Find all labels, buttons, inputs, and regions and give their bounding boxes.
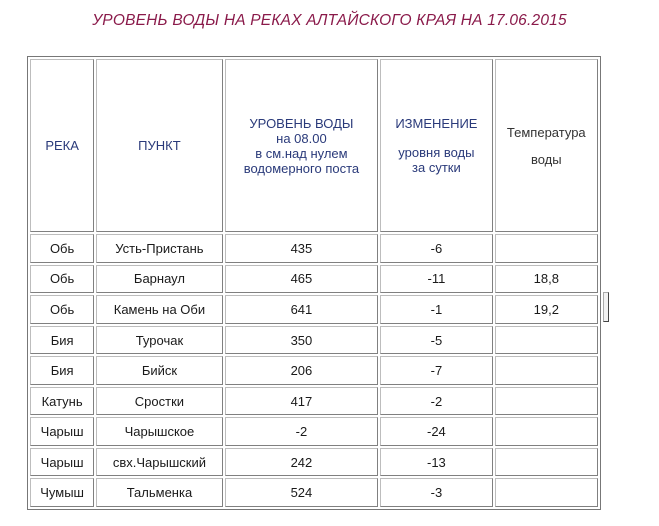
water-level-table — [28, 57, 600, 509]
table-header-row — [30, 59, 598, 232]
header-river-label: РЕКА — [45, 138, 79, 154]
cell-temperature — [495, 417, 598, 446]
cell-level: 641 — [225, 295, 379, 324]
cell-river: Обь — [30, 234, 94, 263]
header-level-line-4: водомерного поста — [243, 160, 360, 176]
cell-temperature: 18,8 — [495, 265, 598, 294]
header-change-line-1: ИЗМЕНЕНИЕ — [395, 116, 478, 132]
cell-change: -6 — [380, 234, 492, 263]
table-row — [30, 234, 598, 263]
table-row — [30, 326, 598, 355]
cell-change: -1 — [380, 295, 492, 324]
header-temperature-line-1: Температура — [506, 124, 586, 140]
table-row — [30, 356, 598, 385]
cell-temperature: 19,2 — [495, 295, 598, 324]
header-level-line-1: УРОВЕНЬ ВОДЫ — [249, 115, 354, 131]
cell-river: Обь — [30, 265, 94, 294]
cell-change: -5 — [380, 326, 492, 355]
table-row — [30, 295, 598, 324]
cell-level: 465 — [225, 265, 379, 294]
cell-temperature — [495, 326, 598, 355]
header-level-line-2: на 08.00 — [276, 130, 327, 146]
cell-point: Барнаул — [96, 265, 222, 294]
header-level-line-3: в см.над нулем — [255, 145, 348, 161]
cell-level: 242 — [225, 448, 379, 477]
header-temperature — [495, 59, 598, 232]
cell-point: Усть-Пристань — [96, 234, 222, 263]
cell-river: Чумыш — [30, 478, 94, 507]
cell-level: 524 — [225, 478, 379, 507]
header-change-line-2: уровня воды — [398, 145, 475, 161]
cell-point: свх.Чарышский — [96, 448, 222, 477]
cell-level: 435 — [225, 234, 379, 263]
cell-point: Турочак — [96, 326, 222, 355]
cell-level: 206 — [225, 356, 379, 385]
table-row — [30, 478, 598, 507]
cell-level: -2 — [225, 417, 379, 446]
table-row — [30, 265, 598, 294]
cell-river: Бия — [30, 356, 94, 385]
cell-change: -7 — [380, 356, 492, 385]
cell-river: Чарыш — [30, 417, 94, 446]
header-point-label: ПУНКТ — [138, 138, 181, 154]
cell-river: Обь — [30, 295, 94, 324]
cell-temperature — [495, 387, 598, 416]
cell-river: Бия — [30, 326, 94, 355]
cell-temperature — [495, 478, 598, 507]
table-row — [30, 387, 598, 416]
cell-river: Чарыш — [30, 448, 94, 477]
cell-change: -3 — [380, 478, 492, 507]
header-level — [225, 59, 379, 232]
cell-level: 350 — [225, 326, 379, 355]
cell-point: Бийск — [96, 356, 222, 385]
cell-change: -13 — [380, 448, 492, 477]
cell-temperature — [495, 448, 598, 477]
cell-change: -2 — [380, 387, 492, 416]
cell-change: -24 — [380, 417, 492, 446]
cell-level: 417 — [225, 387, 379, 416]
cell-river: Катунь — [30, 387, 94, 416]
header-change — [380, 59, 492, 232]
cell-change: -11 — [380, 265, 492, 294]
header-river — [30, 59, 94, 232]
page-title: УРОВЕНЬ ВОДЫ НА РЕКАХ АЛТАЙСКОГО КРАЯ НА 17.06.2015 — [92, 12, 567, 29]
cell-point: Чарышское — [96, 417, 222, 446]
header-point — [96, 59, 222, 232]
cell-point: Сростки — [96, 387, 222, 416]
cell-point: Камень на Оби — [96, 295, 222, 324]
table-row — [30, 448, 598, 477]
scroll-handle[interactable] — [603, 292, 609, 322]
water-level-table-frame — [27, 56, 601, 510]
header-change-line-3: за сутки — [412, 160, 461, 176]
table-row — [30, 417, 598, 446]
cell-temperature — [495, 356, 598, 385]
cell-temperature — [495, 234, 598, 263]
cell-point: Тальменка — [96, 478, 222, 507]
header-temperature-line-2: воды — [530, 151, 562, 167]
